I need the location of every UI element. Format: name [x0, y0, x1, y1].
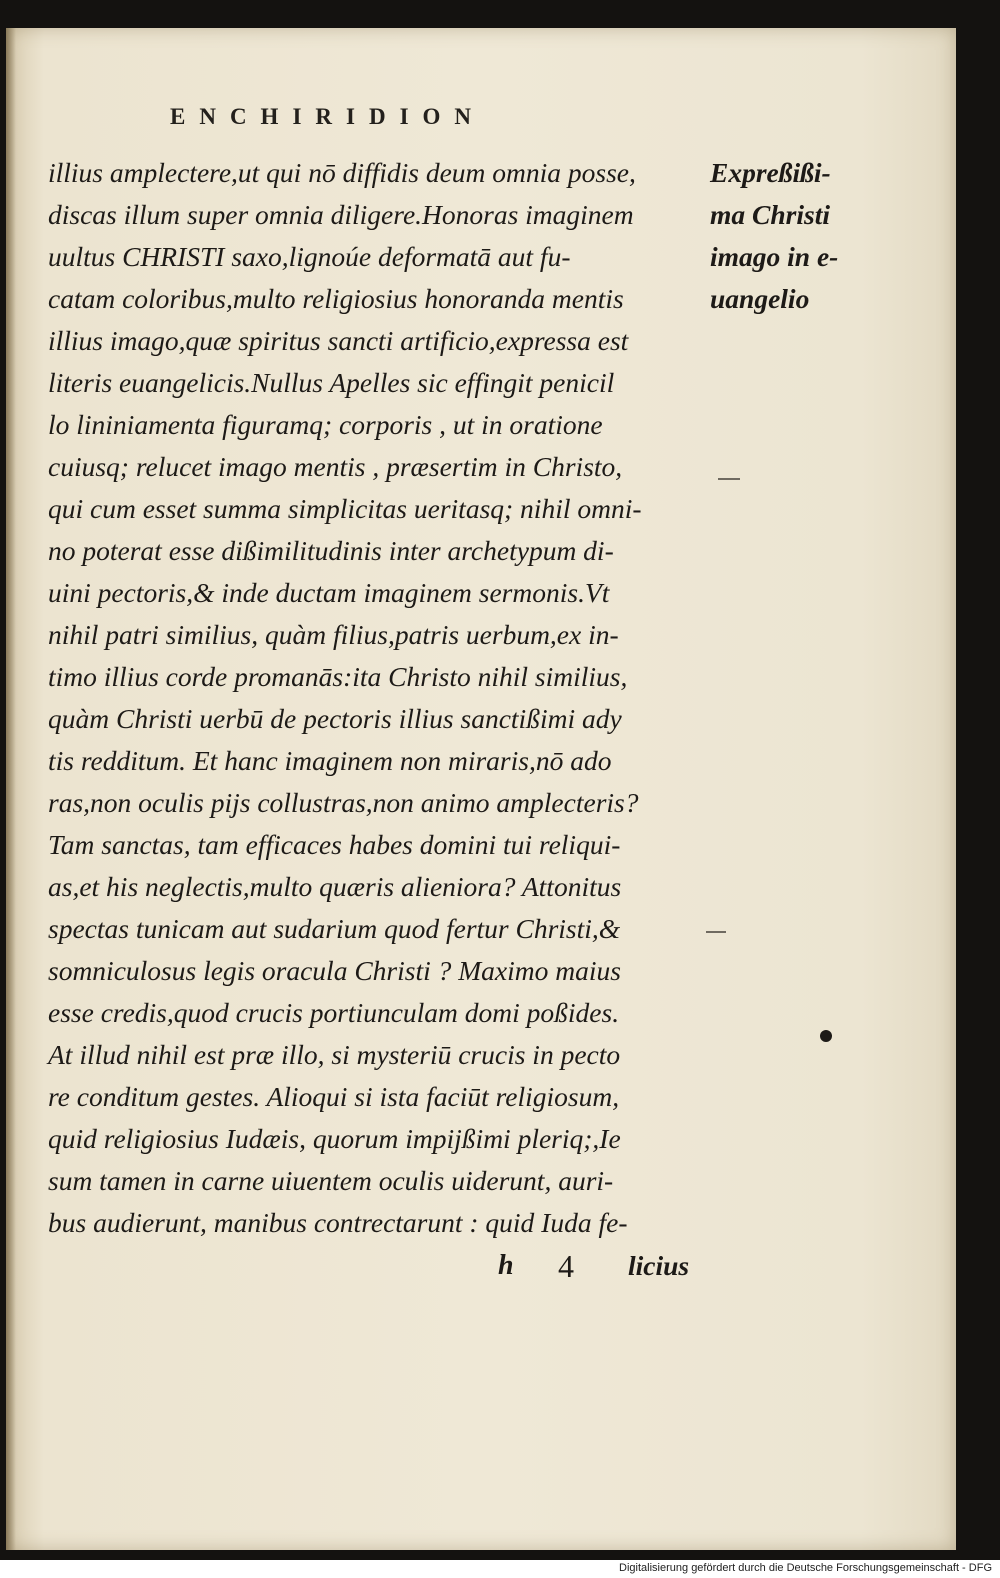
body-text-line: quàm Christi uerbū de pectoris illius sanctißimi ady — [48, 703, 622, 734]
signature-letter: h — [498, 1250, 514, 1281]
body-text-line: as,et his neglectis,multo quæris alieniora? Attonitus — [48, 871, 622, 902]
body-text-line: uultus CHRISTI saxo,lignoúe deformatā aut fu- — [48, 241, 571, 272]
body-text-line: Tam sanctas, tam efficaces habes domini tui reliqui- — [48, 829, 621, 860]
body-text-line: literis euangelicis.Nullus Apelles sic effingit penicil — [48, 367, 615, 398]
body-text-line: catam coloribus,multo religiosius honoranda mentis — [48, 283, 624, 314]
body-text-line: sum tamen in carne uiuentem oculis uiderunt, auri- — [48, 1165, 614, 1196]
body-text-line: quid religiosius Iudæis, quorum impijßimi pleriq;,Ie — [48, 1123, 621, 1154]
catchword: licius — [628, 1250, 690, 1281]
running-head: ENCHIRIDION — [170, 104, 486, 129]
body-text-line: somniculosus legis oracula Christi ? Maximo maius — [48, 955, 621, 986]
body-text-line: timo illius corde promanās:ita Christo nihil similius, — [48, 661, 628, 692]
marginal-note-line: imago in e- — [710, 241, 839, 272]
page-gutter-edge — [6, 28, 16, 1550]
marginal-note-line: ma Christi — [710, 199, 830, 230]
body-text-line: cuiusq; relucet imago mentis , præsertim in Christo, — [48, 451, 623, 482]
digitization-credit: Digitalisierung gefördert durch die Deutsche Forschungsgemeinschaft - DFG — [619, 1562, 992, 1574]
body-text-line: discas illum super omnia diligere.Honoras imaginem — [48, 199, 634, 230]
body-text-line: At illud nihil est præ illo, si mysteriū crucis in pecto — [48, 1039, 621, 1070]
margin-dash-mark — [706, 931, 726, 933]
body-text-line: no poterat esse dißimilitudinis inter archetypum di- — [48, 535, 614, 566]
body-text-line: esse credis,quod crucis portiunculam domi poßides. — [48, 997, 620, 1028]
marginal-note-line: uangelio — [710, 283, 810, 314]
marginal-note-line: Expreßißi- — [710, 157, 831, 188]
margin-ink-dot — [820, 1030, 832, 1042]
body-text-line: re conditum gestes. Alioqui si ista faciūt religiosum, — [48, 1081, 620, 1112]
body-text-line: tis redditum. Et hanc imaginem non miraris,nō ado — [48, 745, 612, 776]
body-text-line: spectas tunicam aut sudarium quod fertur Christi,& — [48, 913, 621, 944]
body-text-line: qui cum esset summa simplicitas ueritasq; nihil omni- — [48, 493, 642, 524]
margin-dash-mark — [718, 478, 740, 480]
signature-number: 4 — [558, 1248, 574, 1284]
body-text-line: ras,non oculis pijs collustras,non animo amplecteris? — [48, 787, 639, 818]
body-text-line: lo lininiamenta figuramq; corporis , ut in oratione — [48, 409, 603, 440]
marginal-note — [710, 152, 870, 320]
body-text-line: illius amplectere,ut qui nō diffidis deum omnia posse, — [48, 157, 636, 188]
body-text-line: bus audierunt, manibus contrectarunt : quid Iuda fe- — [48, 1207, 628, 1238]
body-text-line: nihil patri similius, quàm filius,patris uerbum,ex in- — [48, 619, 619, 650]
body-text-block — [48, 152, 708, 1244]
body-text-line: uini pectoris,& inde ductam imaginem sermonis.Vt — [48, 577, 610, 608]
body-text-line: illius imago,quæ spiritus sancti artificio,expressa est — [48, 325, 629, 356]
